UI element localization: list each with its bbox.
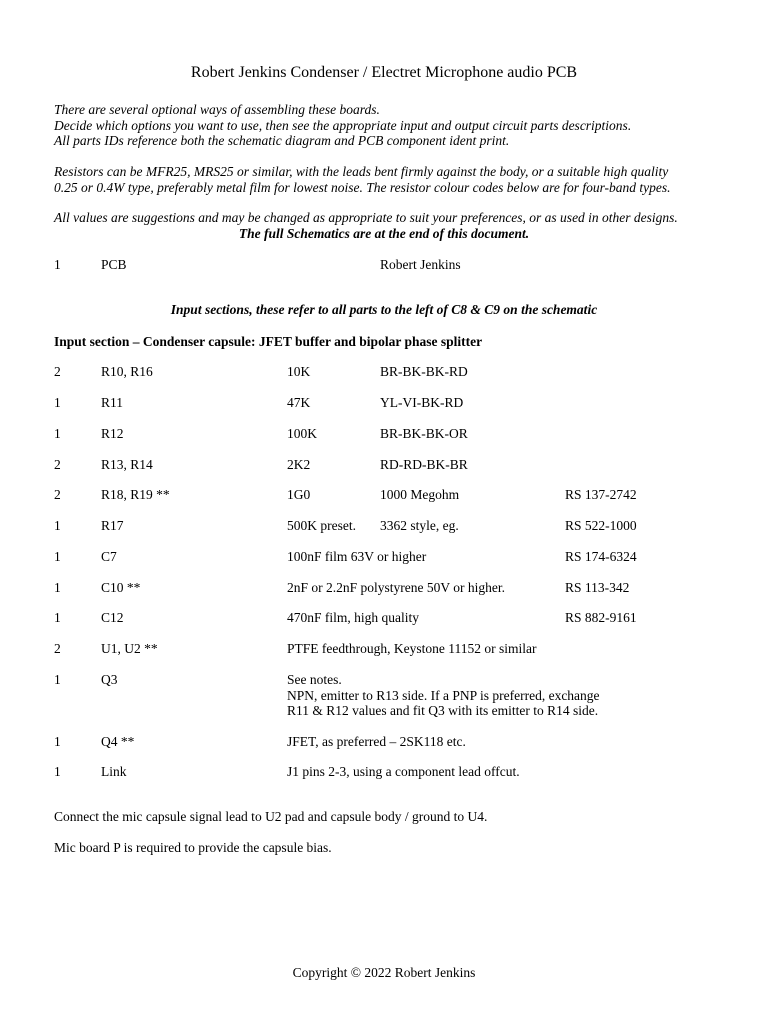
rs-cell: RS 113-342 xyxy=(565,580,630,595)
qty-cell: 1 xyxy=(54,672,61,687)
value-cell: 100K xyxy=(287,426,317,441)
intro-line: All parts IDs reference both the schematic diagram and PCB component ident print. xyxy=(54,133,510,148)
ref-cell: Q4 ** xyxy=(101,734,135,749)
table-row xyxy=(0,395,768,411)
qty-cell: 2 xyxy=(54,487,61,502)
description-line: NPN, emitter to R13 side. If a PNP is preferred, exchange xyxy=(287,687,600,703)
value-cell: 1G0 xyxy=(287,487,311,502)
table-row xyxy=(0,580,768,596)
qty-cell: 1 xyxy=(54,734,61,749)
capsule-connection-note: Connect the mic capsule signal lead to U2 pad and capsule body / ground to U4. xyxy=(54,809,488,824)
table-row xyxy=(0,610,768,626)
code-cell: BR-BK-BK-OR xyxy=(380,426,468,441)
code-cell: BR-BK-BK-RD xyxy=(380,364,468,379)
value-cell: 2K2 xyxy=(287,457,311,472)
value-cell: 500K preset. xyxy=(287,518,356,533)
ref-cell: Q3 xyxy=(101,672,118,687)
qty-cell: 1 xyxy=(54,580,61,595)
qty-cell: 1 xyxy=(54,395,61,410)
intro-line: All values are suggestions and may be changed as appropriate to suit your preferences, or as used in other designs. xyxy=(54,210,678,225)
qty-cell: 2 xyxy=(54,641,61,656)
ref-cell: C7 xyxy=(101,549,117,564)
ref-cell: R13, R14 xyxy=(101,457,153,472)
ref-cell: R11 xyxy=(101,395,124,410)
code-cell: 3362 style, eg. xyxy=(380,518,459,533)
qty-cell: 1 xyxy=(54,610,61,625)
value-cell: 47K xyxy=(287,395,311,410)
value-cell: PTFE feedthrough, Keystone 11152 or similar xyxy=(287,641,537,656)
description-line: See notes. xyxy=(287,672,342,687)
qty-cell: 1 xyxy=(54,426,61,441)
intro-paragraph-values xyxy=(54,210,734,226)
ref-cell: R12 xyxy=(101,426,124,441)
table-row xyxy=(0,734,768,750)
table-row xyxy=(0,549,768,565)
qty-cell: 1 xyxy=(54,518,61,533)
ref-cell: C12 xyxy=(101,610,124,625)
intro-paragraph-options xyxy=(54,102,734,149)
ref-cell: U1, U2 ** xyxy=(101,641,158,656)
intro-line: 0.25 or 0.4W type, preferably metal film for lowest noise. The resistor colour codes below are for four-band types. xyxy=(54,179,671,195)
intro-line: There are several optional ways of assembling these boards. xyxy=(54,102,380,117)
intro-line: Decide which options you want to use, then see the appropriate input and output circuit parts descriptions. xyxy=(54,117,632,133)
input-sections-note: Input sections, these refer to all parts to the left of C8 & C9 on the schematic xyxy=(170,302,598,317)
code-cell: 1000 Megohm xyxy=(380,487,460,502)
rs-cell: RS 137-2742 xyxy=(565,487,637,502)
copyright-footer: Copyright © 2022 Robert Jenkins xyxy=(292,965,476,980)
value-cell: J1 pins 2-3, using a component lead offcut. xyxy=(287,764,520,779)
qty-cell: 1 xyxy=(54,257,61,272)
qty-cell: 2 xyxy=(54,457,61,472)
desc-cell: Robert Jenkins xyxy=(380,257,461,272)
pcb-row xyxy=(0,257,768,273)
ref-cell: R18, R19 ** xyxy=(101,487,170,502)
code-cell: YL-VI-BK-RD xyxy=(380,395,464,410)
schematics-note: The full Schematics are at the end of this document. xyxy=(238,226,530,241)
value-cell: 470nF film, high quality xyxy=(287,610,420,625)
ref-cell: R17 xyxy=(101,518,124,533)
table-row xyxy=(0,457,768,473)
ref-cell: Link xyxy=(101,764,127,779)
ref-cell: C10 ** xyxy=(101,580,141,595)
document-title: Robert Jenkins Condenser / Electret Microphone audio PCB xyxy=(190,64,578,81)
capsule-bias-note: Mic board P is required to provide the capsule bias. xyxy=(54,840,332,855)
qty-cell: 1 xyxy=(54,764,61,779)
q3-description xyxy=(287,672,600,719)
table-row xyxy=(0,641,768,657)
table-row xyxy=(0,487,768,503)
rs-cell: RS 522-1000 xyxy=(565,518,637,533)
value-cell: JFET, as preferred – 2SK118 etc. xyxy=(287,734,466,749)
rs-cell: RS 174-6324 xyxy=(565,549,637,564)
value-cell: 10K xyxy=(287,364,311,379)
table-row xyxy=(0,426,768,442)
table-row xyxy=(0,764,768,780)
code-cell: RD-RD-BK-BR xyxy=(380,457,468,472)
rs-cell: RS 882-9161 xyxy=(565,610,637,625)
qty-cell: 2 xyxy=(54,364,61,379)
table-row xyxy=(0,364,768,380)
intro-paragraph-resistors xyxy=(54,164,734,195)
value-cell: 2nF or 2.2nF polystyrene 50V or higher. xyxy=(287,580,505,595)
intro-line: Resistors can be MFR25, MRS25 or similar, with the leads bent firmly against the body, or a suitable high quality xyxy=(54,164,669,179)
table-row xyxy=(0,518,768,534)
section-heading: Input section – Condenser capsule: JFET buffer and bipolar phase splitter xyxy=(54,334,483,349)
ref-cell: PCB xyxy=(101,257,127,272)
description-line: R11 & R12 values and fit Q3 with its emitter to R14 side. xyxy=(287,703,599,718)
value-cell: 100nF film 63V or higher xyxy=(287,549,427,564)
qty-cell: 1 xyxy=(54,549,61,564)
ref-cell: R10, R16 xyxy=(101,364,153,379)
